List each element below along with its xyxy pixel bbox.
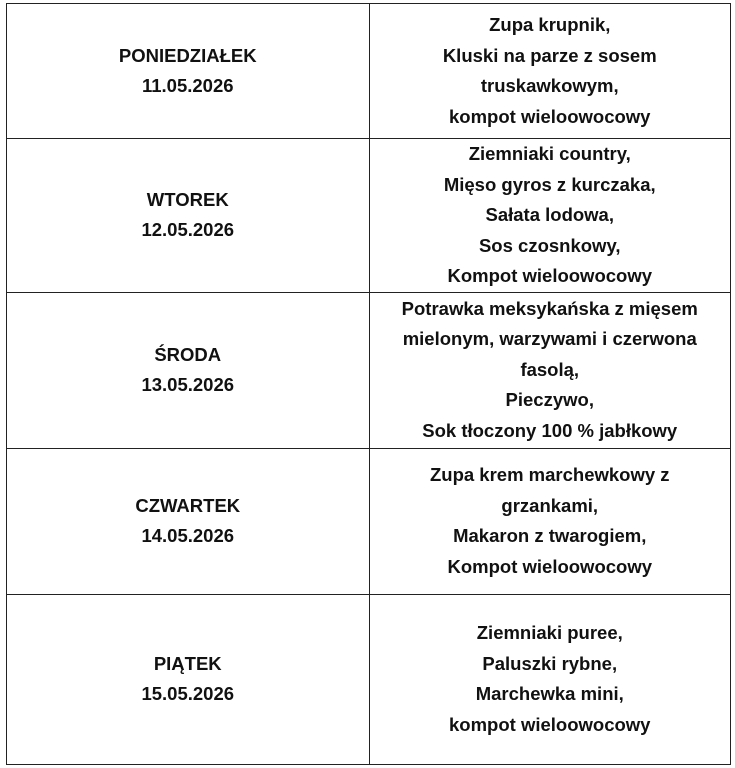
meal-line: grzankami, [501,494,599,516]
day-name: PONIEDZIAŁEK [118,44,257,66]
menu-row-thursday [7,448,731,594]
meal-line: truskawkowym, [480,75,619,96]
meal-line: kompot wieloowocowy [449,105,651,127]
meal-line: mielonym, warzywami i czerwona [402,328,697,350]
day-date: 15.05.2026 [141,683,235,704]
meal-line: Makaron z twarogiem, [453,525,647,546]
day-cell [7,4,370,139]
day-name: ŚRODA [154,343,222,365]
menu-row-wednesday [7,292,731,448]
meal-line: Sos czosnkowy, [478,234,621,256]
day-cell [7,139,370,293]
meal-line: Sałata lodowa, [485,204,614,225]
meal-line: Pieczywo, [505,389,594,411]
day-date: 14.05.2026 [141,525,235,546]
meal-cell [369,448,731,594]
meal-line: Paluszki rybne, [482,652,618,674]
meal-line: fasolą, [520,358,580,380]
meal-line: Kluski na parze z sosem [442,44,657,66]
meal-line: Zupa krem marchewkowy z [429,464,670,485]
menu-row-monday [7,4,731,139]
meal-cell [369,4,731,139]
day-cell [7,448,370,594]
meal-line: kompot wieloowocowy [449,713,651,735]
day-date: 12.05.2026 [141,219,235,241]
day-cell [7,292,370,448]
meal-line: Ziemniaki country, [468,143,631,164]
day-cell [7,594,370,764]
meal-cell [369,139,731,293]
meal-line: Potrawka meksykańska z mięsem [401,297,698,319]
meal-line: Mięso gyros z kurczaka, [443,173,656,195]
menu-row-friday [7,594,731,764]
day-date: 11.05.2026 [141,75,234,96]
weekly-menu-table [6,3,731,765]
menu-row-tuesday [7,139,731,293]
meal-line: Sok tłoczony 100 % jabłkowy [422,419,678,441]
day-date: 13.05.2026 [141,374,235,395]
meal-line: Kompot wieloowocowy [447,265,653,286]
day-name: PIĄTEK [153,652,222,674]
meal-line: Zupa krupnik, [489,14,611,35]
meal-line: Kompot wieloowocowy [447,555,653,577]
meal-line: Marchewka mini, [475,683,624,704]
day-name: WTOREK [146,188,229,210]
meal-line: Ziemniaki puree, [476,622,623,643]
meal-cell [369,594,731,764]
day-name: CZWARTEK [135,494,241,516]
meal-cell [369,292,731,448]
